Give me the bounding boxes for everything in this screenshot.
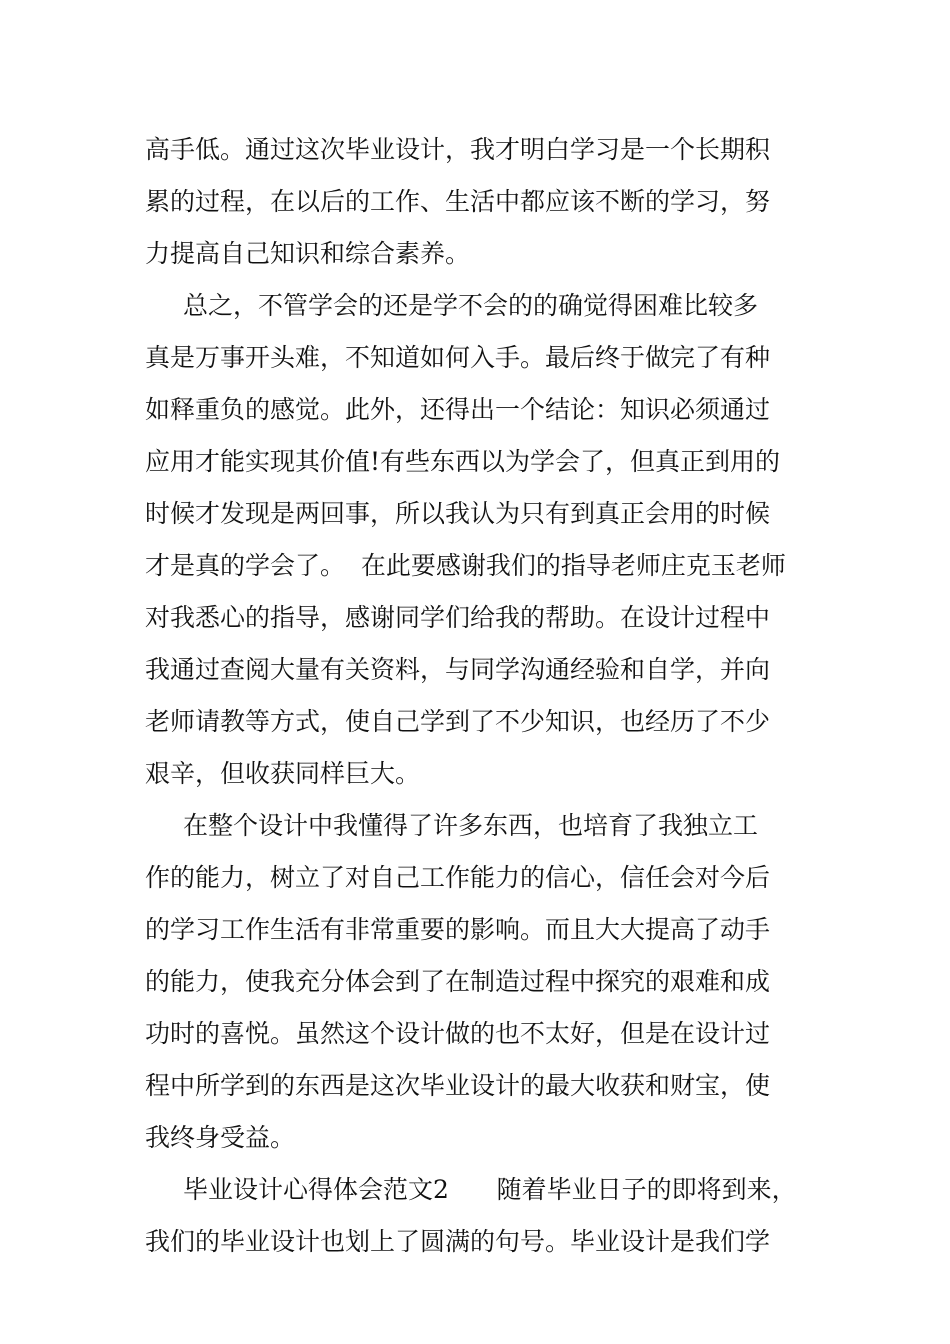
paragraph-first-line: 毕业设计心得体会范文2 随着毕业日子的即将到来，: [183, 1175, 797, 1204]
text-line: 力提高自己知识和综合素养。: [145, 239, 471, 268]
text-line: 真是万事开头难，不知道如何入手。最后终于做完了有种: [145, 343, 771, 372]
text-line: 功时的喜悦。虽然这个设计做的也不太好，但是在设计过: [145, 1019, 771, 1048]
text-line: 老师请教等方式，使自己学到了不少知识，也经历了不少: [145, 707, 771, 736]
text-line: 程中所学到的东西是这次毕业设计的最大收获和财宝，使: [145, 1071, 771, 1100]
text-line: 作的能力，树立了对自己工作能力的信心，信任会对今后: [145, 863, 771, 892]
paragraph-first-line: 在整个设计中我懂得了许多东西，也培育了我独立工: [183, 811, 759, 840]
text-line: 对我悉心的指导，感谢同学们给我的帮助。在设计过程中: [145, 603, 771, 632]
paragraph-first-line: 总之，不管学会的还是学不会的的确觉得困难比较多: [183, 291, 759, 320]
text-line: 累的过程，在以后的工作、生活中都应该不断的学习，努: [145, 187, 771, 216]
text-line: 高手低。通过这次毕业设计，我才明白学习是一个长期积: [145, 135, 771, 164]
text-line: 如释重负的感觉。此外，还得出一个结论：知识必须通过: [145, 395, 771, 424]
body-text: [145, 128, 825, 1272]
text-line: 时候才发现是两回事，所以我认为只有到真正会用的时候: [145, 499, 771, 528]
text-line: 我们的毕业设计也划上了圆满的句号。毕业设计是我们学: [145, 1227, 771, 1256]
text-line: 我通过查阅大量有关资料，与同学沟通经验和自学，并向: [145, 655, 771, 684]
text-line: 才是真的学会了。 在此要感谢我们的指导老师庄克玉老师: [145, 551, 786, 580]
text-line: 的学习工作生活有非常重要的影响。而且大大提高了动手: [145, 915, 771, 944]
text-line: 我终身受益。: [145, 1123, 296, 1152]
text-line: 艰辛，但收获同样巨大。: [145, 759, 421, 788]
text-line: 应用才能实现其价值!有些东西以为学会了，但真正到用的: [145, 447, 781, 476]
text-line: 的能力，使我充分体会到了在制造过程中探究的艰难和成: [145, 967, 771, 996]
